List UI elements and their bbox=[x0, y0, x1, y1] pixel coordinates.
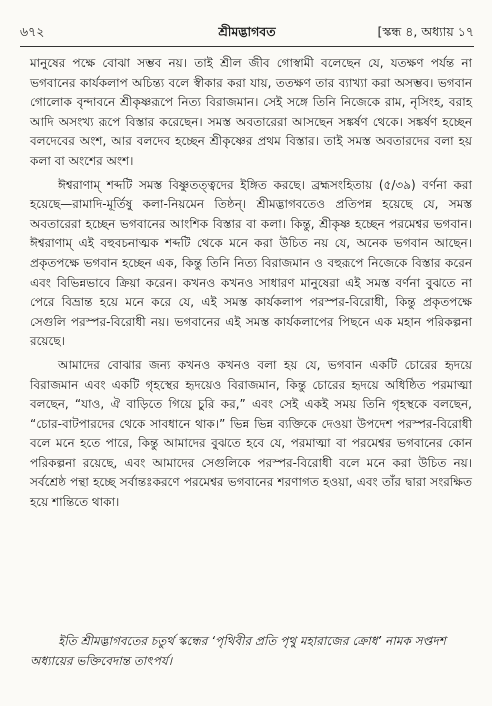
paragraph: ঈশ্বরাণাম্‌ শব্দটি সমস্ত বিষ্ণুতত্ত্বদের ইঙ্গিত করছে। ব্রহ্মসংহিতায় (৫/৩৯) বর্ণনা করা হয়েছে—রামাদি-মূর্তিষু কলা-নিয়মেন তিষ্ঠন্‌। শ্রীমদ্ভাগবতেও প্রতিপন্ন হয়েছে যে, সমস্ত অবতারেরা হচ্ছেন ভগবানের আংশিক বিস্তার বা কলা। কিন্তু, শ্রীকৃষ্ণ হচ্ছেন পরমেশ্বর ভগবান। ঈশ্বরাণাম্‌ এই বহুবচনাত্মক শব্দটি থেকে মনে করা উচিত নয় যে, অনেক ভগবান আছেন। প্রকৃতপক্ষে ভগবান হচ্ছেন এক, কিন্তু তিনি নিত্য বিরাজমান ও বহুরূপে নিজেকে বিস্তার করেন এবং বিভিন্নভাবে ক্রিয়া করেন। কখনও কখনও সাধারণ মানুষেরা এই সমস্ত বর্ণনা বুঝতে না পেরে বিভ্রান্ত হয়ে মনে করে যে, এই সমস্ত কার্যকলাপ পরস্পর-বিরোধী, কিন্তু প্রকৃতপক্ষে সেগুলি পরস্পর-বিরোধী নয়। ভগবানের এই সমস্ত কার্যকলাপের পিছনে এক মহান পরিকল্পনা রয়েছে। bbox=[30, 177, 472, 349]
paragraph: মানুষের পক্ষে বোঝা সম্ভব নয়। তাই শ্রীল জীব গোস্বামী বলেছেন যে, যতক্ষণ পর্যন্ত না ভগবানের কার্যকলাপ অচিন্ত্য বলে স্বীকার করা যায়, ততক্ষণ তার ব্যাখ্যা করা অসম্ভব। ভগবান গোলোক বৃন্দাবনে শ্রীকৃষ্ণরূপে নিত্য বিরাজমান। সেই সঙ্গে তিনি নিজেকে রাম, নৃসিংহ, বরাহ আদি অসংখ্য রূপে বিস্তার করেছেন। সমস্ত অবতারেরা আসছেন সঙ্কর্ষণ থেকে। সঙ্কর্ষণ হচ্ছেন বলদেবের অংশ, আর বলদেব হচ্ছেন শ্রীকৃষ্ণের প্রথম বিস্তার। তাই সমস্ত অবতারদের বলা হয় কলা বা অংশের অংশ। bbox=[30, 56, 472, 168]
page-header bbox=[20, 22, 474, 44]
page-number: ৬৭২ bbox=[20, 24, 45, 39]
section-reference: [স্কন্ধ ৪, অধ্যায় ১৭ bbox=[377, 24, 474, 39]
paragraph: আমাদের বোঝার জন্য কখনও কখনও বলা হয় যে, ভগবান একটি চোরের হৃদয়ে বিরাজমান এবং একটি গৃহস্থের হৃদয়েও বিরাজমান, কিন্তু চোরের হৃদয়ে অধিষ্ঠিত পরমাত্মা বলছেন, “যাও, ঐ বাড়িতে গিয়ে চুরি কর,” এবং সেই একই সময় তিনি গৃহস্থকে বলছেন, “চোর-বাটপারদের থেকে সাবধানে থাক।” ভিন্ন ভিন্ন ব্যক্তিকে দেওয়া উপদেশ পরস্পর-বিরোধী বলে মনে হতে পারে, কিন্তু আমাদের বুঝতে হবে যে, পরমাত্মা বা পরমেশ্বর ভগবানের কোন পরিকল্পনা রয়েছে, এবং আমাদের সেগুলিকে পরস্পর-বিরোধী বলে মনে করা উচিত নয়। সর্বশ্রেষ্ঠ পন্থা হচ্ছে সর্বান্তঃকরণে পরমেশ্বর ভগবানের শরণাগত হওয়া, এবং তাঁর দ্বারা সংরক্ষিত হয়ে শান্তিতে থাকা। bbox=[30, 357, 472, 510]
book-title: শ্রীমদ্ভাগবত bbox=[218, 24, 276, 39]
chapter-closing-note: ইতি শ্রীমদ্ভাগবতের চতুর্থ স্কন্ধের ‘পৃথিবীর প্রতি পৃথু মহারাজের ক্রোধ’ নামক সপ্তদশ অধ্যায়ের ভক্তিবেদান্ত তাৎপর্য। bbox=[30, 634, 446, 668]
purport-body bbox=[30, 54, 472, 513]
header-divider bbox=[20, 46, 474, 47]
